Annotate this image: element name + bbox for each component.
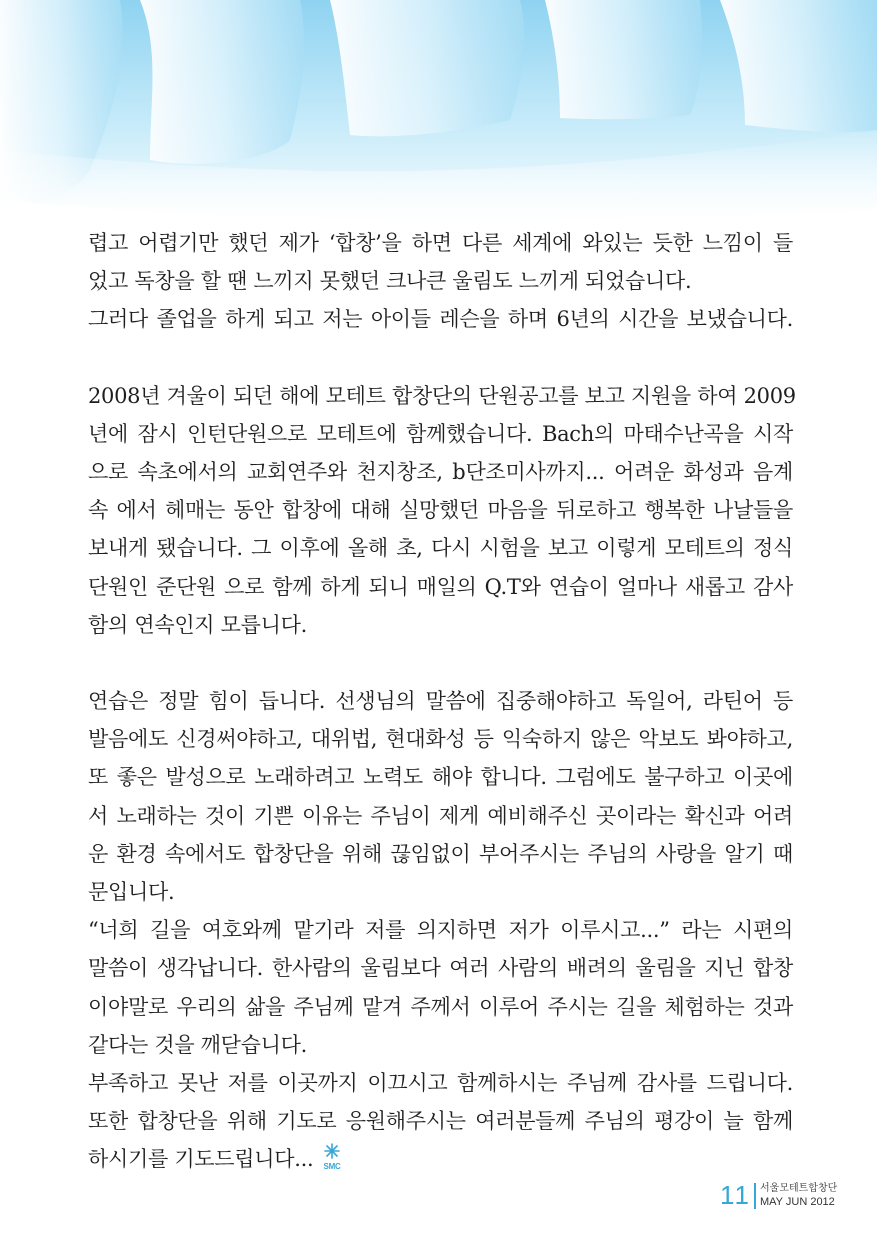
page-footer — [720, 1180, 860, 1212]
text-line: 2008년 겨울이 되던 해에 모테트 합창단의 단원공고를 보고 지원을 하여 2009 — [88, 383, 796, 408]
text-line: 함의 연속인지 모릅니다. — [88, 612, 307, 637]
ice-curtain-illustration — [0, 0, 877, 235]
smc-logo-icon — [321, 1142, 343, 1172]
text-line: 또 좋은 발성으로 노래하려고 노력도 해야 합니다. 그럼에도 불구하고 이곳에 — [88, 765, 793, 790]
text-line: 문입니다. — [88, 880, 175, 905]
text-line: 년에 잠시 인턴단원으로 모테트에 함께했습니다. Bach의 마태수난곡을 시작 — [88, 421, 793, 446]
text-line: 속 에서 헤매는 동안 합창에 대해 실망했던 마음을 뒤로하고 행복한 나날들을 — [88, 498, 793, 523]
text-line: 말씀이 생각납니다. 한사람의 울림보다 여러 사람의 배려의 울림을 지닌 합창 — [88, 956, 793, 981]
header-decoration — [0, 0, 877, 235]
closing-line — [88, 1140, 793, 1178]
smc-logo-text: SMC — [323, 1162, 341, 1172]
text-line: 같다는 것을 깨닫습니다. — [88, 1032, 307, 1057]
text-line: 서 노래하는 것이 기쁜 이유는 주님이 제게 예비해주신 곳이라는 확신과 어려 — [88, 803, 793, 828]
smc-logo-graphic — [321, 1142, 343, 1172]
text-line: 또한 합창단을 위해 기도로 응원해주시는 여러분들께 주님의 평강이 늘 함께 — [88, 1109, 793, 1134]
text-line: 렵고 어렵기만 했던 제가 ‘합창’을 하면 다른 세계에 와있는 듯한 느낌이 들 — [88, 231, 793, 255]
text-line: 보내게 됐습니다. 그 이후에 올해 초, 다시 시험을 보고 이렇게 모테트의 정식 — [88, 536, 793, 561]
article-body — [88, 224, 796, 1179]
text-line: 단원인 준단원 으로 함께 하게 되니 매일의 Q.T와 연습이 얼마나 새롭고 감사 — [88, 574, 793, 599]
text-line: 발음에도 신경써야하고, 대위법, 현대화성 등 익숙하지 않은 악보도 봐야하고, — [88, 727, 793, 752]
footer-issue-date: MAY JUN 2012 — [760, 1196, 835, 1208]
footer-org-name: 서울모테트합창단 — [760, 1183, 838, 1194]
paragraph-3 — [88, 682, 793, 1179]
paragraph-2 — [88, 377, 796, 644]
paragraph-1 — [88, 224, 793, 339]
text-line: 연습은 정말 힘이 듭니다. 선생님의 말씀에 집중해야하고 독일어, 라틴어 등 — [88, 689, 793, 714]
footer-divider — [754, 1183, 756, 1209]
text-line: 부족하고 못난 저를 이곳까지 이끄시고 함께하시는 주님께 감사를 드립니다. — [88, 1071, 793, 1096]
text-line: 이야말로 우리의 삶을 주님께 맡겨 주께서 이루어 주시는 길을 체험하는 것과 — [88, 994, 793, 1019]
text-line: 운 환경 속에서도 합창단을 위해 끊임없이 부어주시는 주님의 사랑을 알기 때 — [88, 841, 793, 866]
text-line: 었고 독창을 할 땐 느끼지 못했던 크나큰 울림도 느끼게 되었습니다. — [88, 269, 692, 294]
text-line: 그러다 졸업을 하게 되고 저는 아이들 레슨을 하며 6년의 시간을 보냈습니다. — [88, 307, 793, 332]
text-line: “너희 길을 여호와께 맡기라 저를 의지하면 저가 이루시고...” 라는 시편의 — [88, 918, 793, 943]
text-line: 으로 속초에서의 교회연주와 천지창조, b단조미사까지... 어려운 화성과 음계 — [88, 460, 793, 485]
page-number: 11 — [720, 1180, 751, 1210]
closing-text: 하시기를 기도드립니다... — [88, 1147, 314, 1172]
